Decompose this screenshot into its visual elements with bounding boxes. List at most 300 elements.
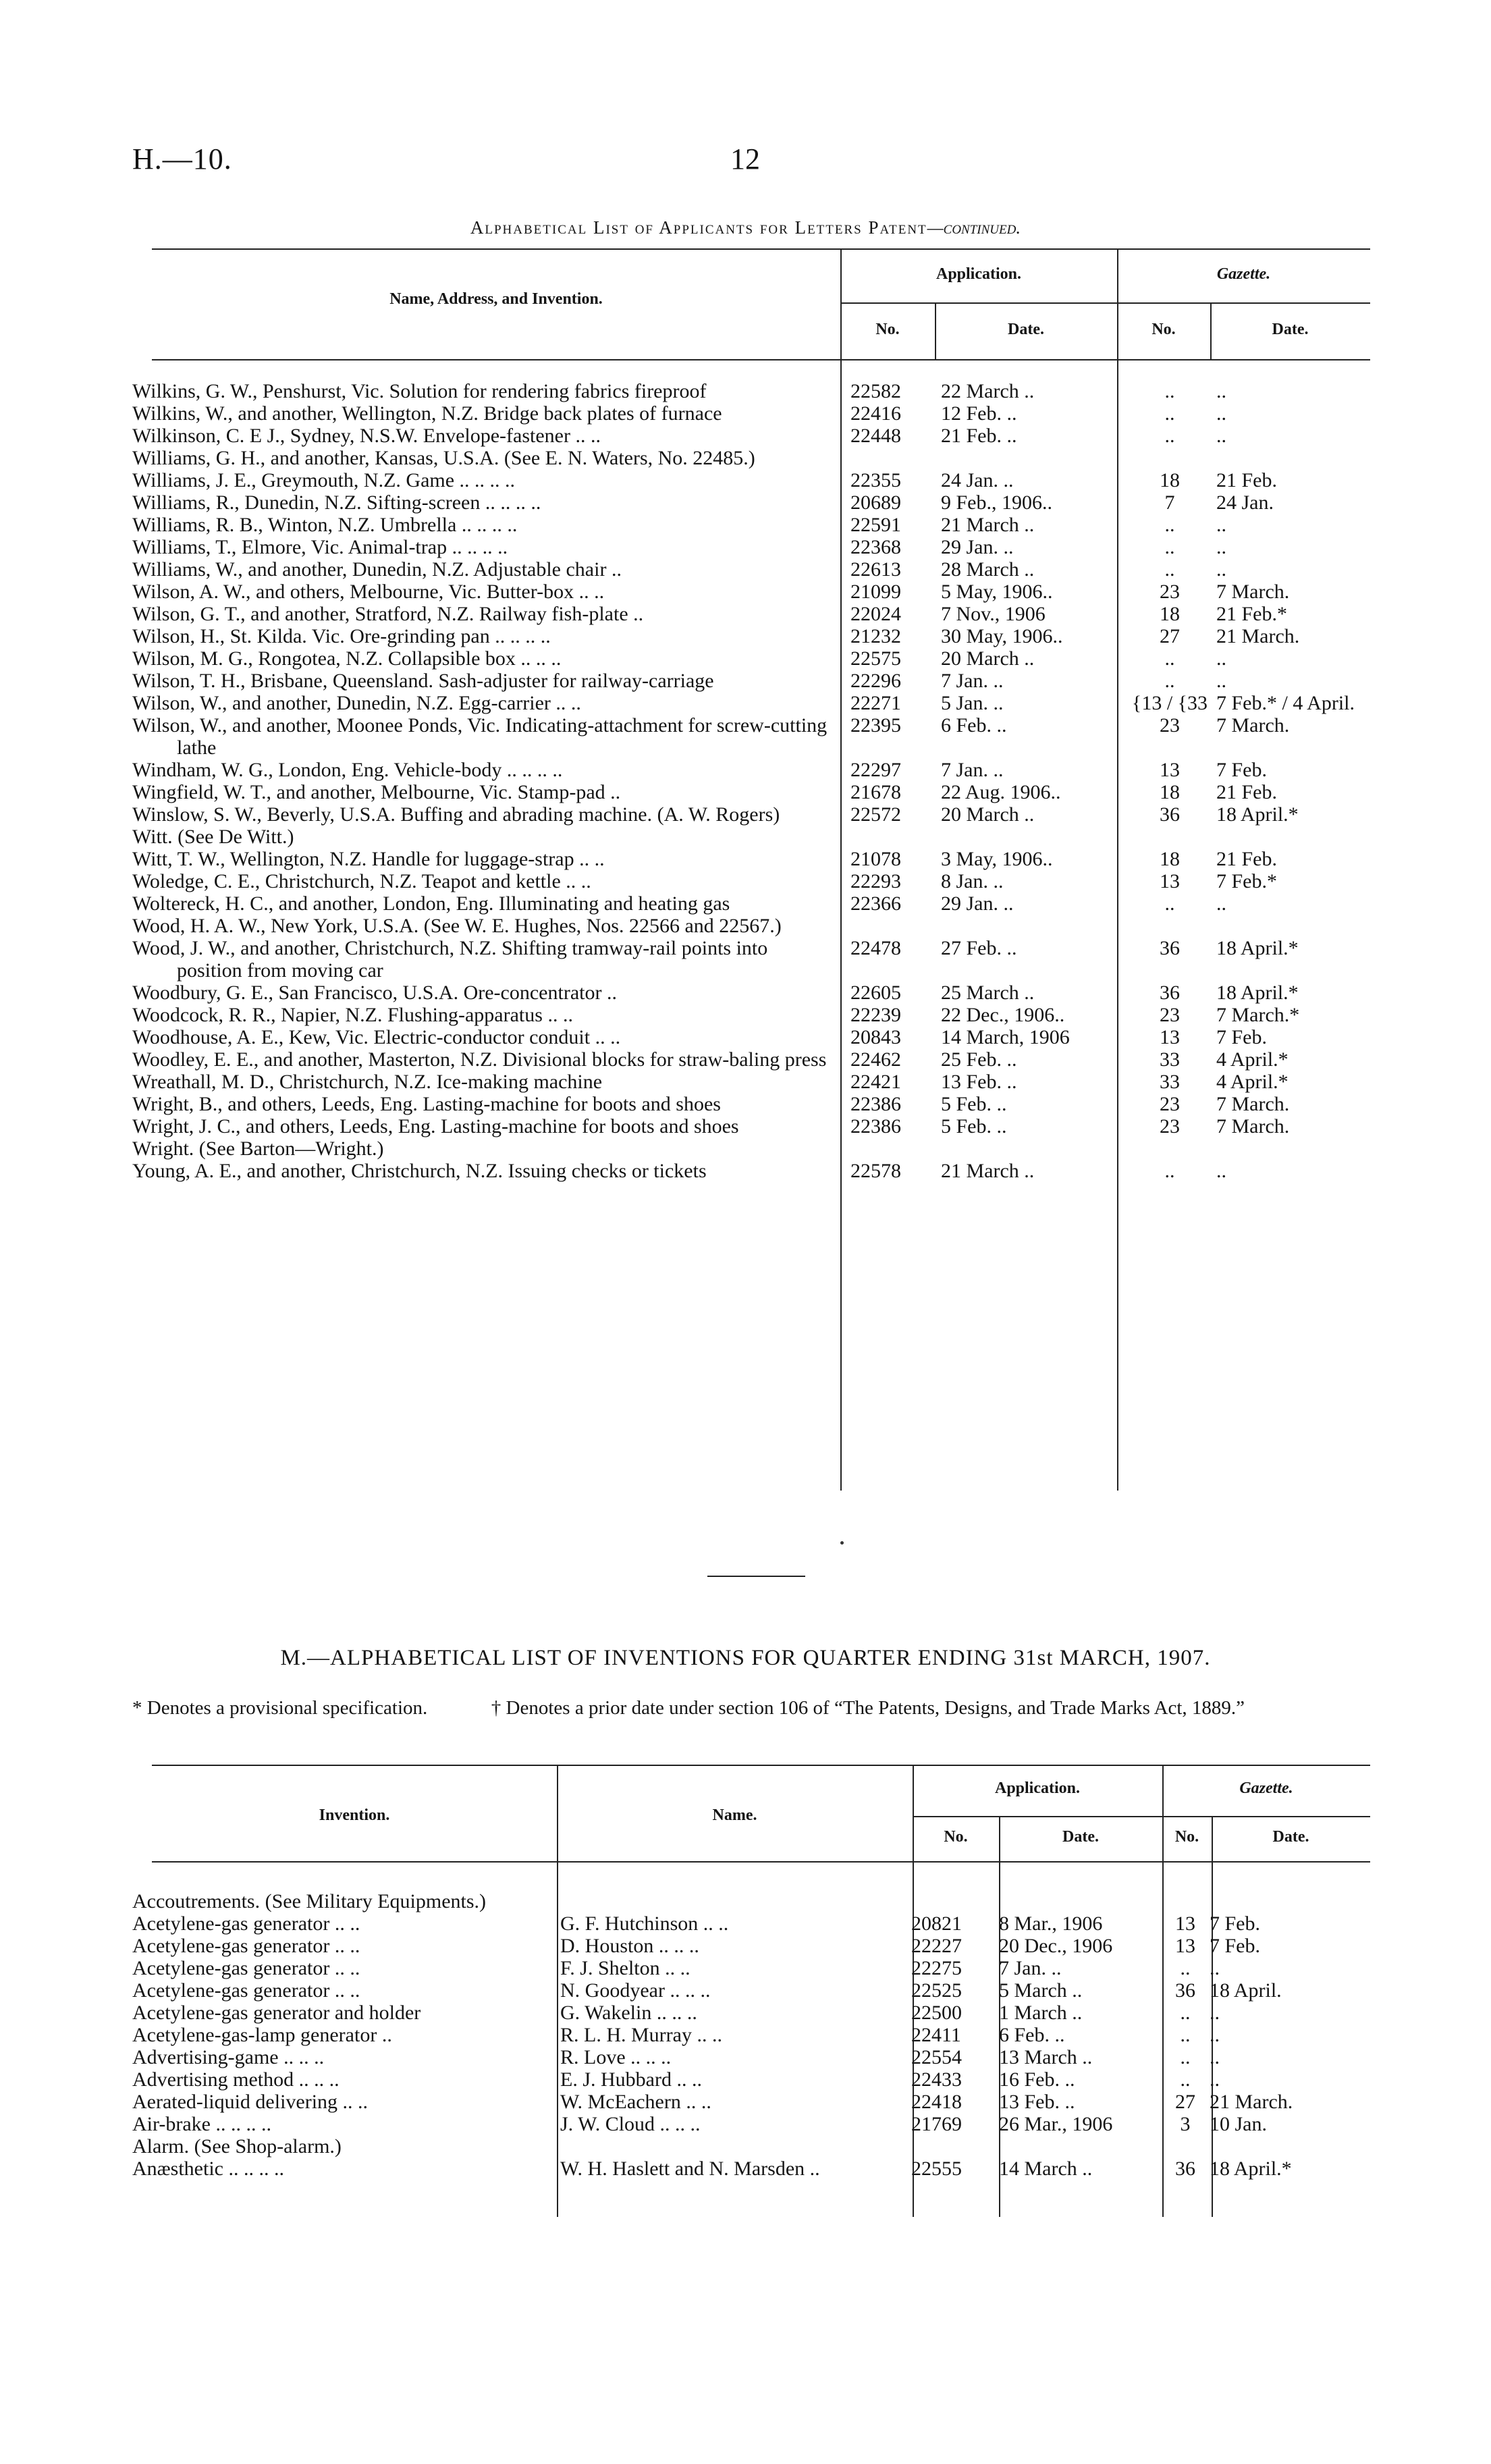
gazette-number: .. <box>1164 425 1175 447</box>
section-m-header-gaz-date: Date. <box>1272 1828 1309 1846</box>
applicant-entry: Wood, H. A. W., New York, U.S.A. (See W. E. Hughes, Nos. 22566 and 22567.) <box>132 915 782 937</box>
section-m-subheader-rule <box>913 1816 1370 1817</box>
table-row <box>132 2091 1370 2113</box>
note-provisional: * Denotes a provisional specification. <box>132 1697 428 1719</box>
gazette-number: {13 / {33 <box>1131 692 1208 714</box>
application-date: 22 March .. <box>941 380 1035 402</box>
invention-entry: Acetylene-gas generator .. .. <box>132 1912 360 1935</box>
gazette-date: .. <box>1210 2002 1220 2024</box>
patentee-name: J. W. Cloud .. .. .. <box>560 2113 701 2135</box>
section-m-header-app-no: No. <box>944 1828 968 1846</box>
table-row <box>132 937 1370 982</box>
application-date: 27 Feb. .. <box>941 937 1017 959</box>
gazette-date <box>1216 1137 1370 1160</box>
application-date: 1 March .. <box>999 2002 1083 2024</box>
application-date: 30 May, 1906.. <box>941 625 1063 647</box>
table-row <box>132 692 1370 714</box>
gazette-number: 23 <box>1160 714 1180 736</box>
patentee-name: R. L. H. Murray .. .. <box>560 2024 722 2046</box>
table-row <box>132 491 1370 514</box>
table-row <box>132 1957 1370 1979</box>
gazette-date: .. <box>1216 402 1226 425</box>
gazette-date: 18 April. <box>1210 1979 1282 2002</box>
table-row <box>132 1979 1370 2002</box>
spacer <box>834 514 850 536</box>
table-row <box>132 803 1370 826</box>
gazette-number: 36 <box>1160 982 1180 1004</box>
application-number: 22421 <box>850 1071 901 1093</box>
stray-mark <box>840 1541 844 1545</box>
application-number: 22271 <box>850 692 901 714</box>
application-date: 25 March .. <box>941 982 1035 1004</box>
application-number: 22462 <box>850 1048 901 1071</box>
applicant-entry: Witt, T. W., Wellington, N.Z. Handle for luggage-strap .. .. <box>132 848 605 870</box>
spacer <box>834 425 850 447</box>
gazette-date <box>1216 447 1370 469</box>
spacer <box>834 402 850 425</box>
spacer <box>544 1979 560 2002</box>
application-date <box>941 1137 1123 1160</box>
spacer <box>834 603 850 625</box>
gazette-number: 33 <box>1160 1071 1180 1093</box>
application-number: 22433 <box>911 2068 962 2091</box>
gazette-date: 4 April.* <box>1216 1048 1289 1071</box>
gazette-number: 33 <box>1160 1048 1180 1071</box>
gazette-number: .. <box>1180 2024 1191 2046</box>
gazette-date: .. <box>1210 2068 1220 2091</box>
gazette-date: .. <box>1216 892 1226 915</box>
gazette-number: 36 <box>1160 803 1180 826</box>
application-number: 22418 <box>911 2091 962 2113</box>
application-number: 22605 <box>850 982 901 1004</box>
gazette-number: 23 <box>1160 1093 1180 1115</box>
section-l-top-rule <box>152 248 1370 250</box>
spacer <box>544 2046 560 2068</box>
applicant-entry: Woodhouse, A. E., Kew, Vic. Electric-conductor conduit .. .. <box>132 1026 621 1048</box>
gazette-number: .. <box>1180 2068 1191 2091</box>
patentee-name: G. Wakelin .. .. .. <box>560 2002 697 2024</box>
application-date: 8 Jan. .. <box>941 870 1004 892</box>
gazette-date: .. <box>1210 1957 1220 1979</box>
application-date <box>941 447 1123 469</box>
gazette-date: .. <box>1216 670 1226 692</box>
spacer <box>834 1071 850 1093</box>
spacer <box>834 714 850 759</box>
application-number: 22366 <box>850 892 901 915</box>
table-row <box>132 2113 1370 2135</box>
table-row <box>132 2068 1370 2091</box>
applicant-entry: Williams, G. H., and another, Kansas, U.S.A. (See E. N. Waters, No. 22485.) <box>132 447 755 469</box>
application-number: 22275 <box>911 1957 962 1979</box>
applicant-entry: Wilson, H., St. Kilda. Vic. Ore-grinding pan .. .. .. .. <box>132 625 551 647</box>
application-date: 29 Jan. .. <box>941 892 1014 915</box>
gazette-date: .. <box>1216 425 1226 447</box>
applicant-entry: Wright, B., and others, Leeds, Eng. Lasting-machine for boots and shoes <box>132 1093 721 1115</box>
spacer <box>834 1137 850 1160</box>
gazette-number <box>1123 1137 1216 1160</box>
applicant-entry: Wilson, M. G., Rongotea, N.Z. Collapsible box .. .. .. <box>132 647 562 670</box>
section-m-header-gazette: Gazette. <box>1239 1779 1293 1797</box>
section-m-notes <box>132 1696 1367 1720</box>
gazette-date: 21 Feb.* <box>1216 603 1287 625</box>
application-number: 20843 <box>850 1026 901 1048</box>
section-m-header-bottom-rule <box>152 1861 1370 1863</box>
application-number <box>911 1890 999 1912</box>
spacer <box>834 826 850 848</box>
spacer <box>834 491 850 514</box>
spacer <box>834 380 850 402</box>
gazette-number: 13 <box>1160 1026 1180 1048</box>
application-date: 20 Dec., 1906 <box>999 1935 1113 1957</box>
section-l-subheader-rule <box>840 302 1370 304</box>
spacer <box>834 870 850 892</box>
spacer <box>544 2024 560 2046</box>
spacer <box>834 892 850 915</box>
applicant-entry: Wilson, G. T., and another, Stratford, N.Z. Railway fish-plate .. <box>132 603 644 625</box>
section-m-table <box>132 1890 1370 2180</box>
gazette-date: 7 March. <box>1216 581 1290 603</box>
invention-entry: Acetylene-gas generator .. .. <box>132 1957 360 1979</box>
applicant-entry: Woodcock, R. R., Napier, N.Z. Flushing-apparatus .. .. <box>132 1004 573 1026</box>
application-number: 22296 <box>850 670 901 692</box>
spacer <box>834 982 850 1004</box>
gazette-date: .. <box>1216 1160 1226 1182</box>
application-date: 7 Jan. .. <box>941 670 1004 692</box>
application-date: 21 March .. <box>941 514 1035 536</box>
application-date: 7 Jan. .. <box>941 759 1004 781</box>
applicant-entry: Windham, W. G., London, Eng. Vehicle-body .. .. .. .. <box>132 759 563 781</box>
spacer <box>834 1093 850 1115</box>
application-date <box>941 826 1123 848</box>
gazette-date: .. <box>1216 514 1226 536</box>
table-row <box>132 2135 1370 2158</box>
gazette-date <box>1210 2135 1370 2158</box>
invention-entry: Advertising-game .. .. .. <box>132 2046 325 2068</box>
section-l-header-app-no: No. <box>875 321 900 338</box>
section-m-top-rule <box>152 1765 1370 1766</box>
patentee-name: R. Love .. .. .. <box>560 2046 672 2068</box>
section-l-title <box>0 217 1491 238</box>
invention-entry: Aerated-liquid delivering .. .. <box>132 2091 369 2113</box>
table-row <box>132 581 1370 603</box>
table-row <box>132 469 1370 491</box>
application-date: 13 March .. <box>999 2046 1093 2068</box>
invention-entry: Acetylene-gas-lamp generator .. <box>132 2024 392 2046</box>
applicant-entry: Wilkins, G. W., Penshurst, Vic. Solution for rendering fabrics fireproof <box>132 380 707 402</box>
spacer <box>834 1004 850 1026</box>
table-row <box>132 1935 1370 1957</box>
patentee-name: N. Goodyear .. .. .. <box>560 1979 711 2002</box>
application-number: 22386 <box>850 1115 901 1137</box>
application-date: 5 Feb. .. <box>941 1093 1007 1115</box>
application-date: 24 Jan. .. <box>941 469 1014 491</box>
table-row <box>132 1048 1370 1071</box>
applicant-entry: Wilkins, W., and another, Wellington, N.Z. Bridge back plates of furnace <box>132 402 722 425</box>
gazette-number: 3 <box>1180 2113 1191 2135</box>
application-date: 5 Feb. .. <box>941 1115 1007 1137</box>
invention-entry: Air-brake .. .. .. .. <box>132 2113 272 2135</box>
application-date: 14 March, 1906 <box>941 1026 1070 1048</box>
spacer <box>834 759 850 781</box>
invention-entry: Anæsthetic .. .. .. .. <box>132 2158 284 2180</box>
table-row <box>132 2158 1370 2180</box>
gazette-number: 36 <box>1175 2158 1195 2180</box>
gazette-number: .. <box>1180 2002 1191 2024</box>
invention-entry: Acetylene-gas generator and holder <box>132 2002 421 2024</box>
spacer <box>834 781 850 803</box>
gazette-number: .. <box>1164 380 1175 402</box>
gazette-number: 18 <box>1160 781 1180 803</box>
section-l-title-main: Alphabetical List of Applicants for Letters Patent <box>470 217 927 238</box>
application-number: 22554 <box>911 2046 962 2068</box>
gazette-date: 7 March. <box>1216 714 1290 736</box>
patentee-name: E. J. Hubbard .. .. <box>560 2068 702 2091</box>
gazette-date: .. <box>1210 2024 1220 2046</box>
application-date: 3 May, 1906.. <box>941 848 1053 870</box>
application-number: 21769 <box>911 2113 962 2135</box>
applicant-entry: Williams, W., and another, Dunedin, N.Z. Adjustable chair .. <box>132 558 622 581</box>
applicant-entry: Williams, J. E., Greymouth, N.Z. Game .. .. .. .. <box>132 469 516 491</box>
gazette-number: .. <box>1164 647 1175 670</box>
application-date: 22 Aug. 1906.. <box>941 781 1061 803</box>
gazette-date: 10 Jan. <box>1210 2113 1267 2135</box>
gazette-number: 13 <box>1175 1912 1195 1935</box>
invention-entry: Acetylene-gas generator .. .. <box>132 1935 360 1957</box>
section-l-header-bottom-rule <box>152 359 1370 360</box>
application-number: 21232 <box>850 625 901 647</box>
gazette-number: 27 <box>1175 2091 1195 2113</box>
note-prior-date: † Denotes a prior date under section 106 of “The Patents, Designs, and Trade Marks Act, 1889.” <box>491 1697 1245 1719</box>
gazette-number: .. <box>1164 402 1175 425</box>
table-row <box>132 1912 1370 1935</box>
table-row <box>132 2024 1370 2046</box>
applicant-entry: Williams, R. B., Winton, N.Z. Umbrella .. .. .. .. <box>132 514 518 536</box>
application-number: 22572 <box>850 803 901 826</box>
section-m-header-app-date: Date. <box>1062 1828 1099 1846</box>
section-divider <box>707 1576 805 1577</box>
applicant-entry: Wright. (See Barton—Wright.) <box>132 1137 384 1160</box>
gazette-number: .. <box>1164 1160 1175 1182</box>
gazette-number: 18 <box>1160 848 1180 870</box>
spacer <box>544 2113 560 2135</box>
section-m-header-name: Name. <box>712 1806 757 1824</box>
applicant-entry: Wreathall, M. D., Christchurch, N.Z. Ice-making machine <box>132 1071 603 1093</box>
spacer <box>544 1890 560 1912</box>
invention-entry: Advertising method .. .. .. <box>132 2068 340 2091</box>
application-date: 6 Feb. .. <box>999 2024 1065 2046</box>
application-date: 6 Feb. .. <box>941 714 1007 736</box>
applicant-entry: Winslow, S. W., Beverly, U.S.A. Buffing and abrading machine. (A. W. Rogers) <box>132 803 780 826</box>
section-l-header-name: Name, Address, and Invention. <box>389 290 603 308</box>
gazette-number: 13 <box>1160 759 1180 781</box>
table-row <box>132 425 1370 447</box>
gazette-date: .. <box>1216 558 1226 581</box>
application-date: 16 Feb. .. <box>999 2068 1075 2091</box>
patentee-name: W. H. Haslett and N. Marsden .. <box>560 2158 820 2180</box>
gazette-number: 13 <box>1175 1935 1195 1957</box>
spacer <box>834 469 850 491</box>
spacer <box>544 1935 560 1957</box>
gazette-date: 18 April.* <box>1216 803 1299 826</box>
gazette-number: 18 <box>1160 469 1180 491</box>
spacer <box>544 1912 560 1935</box>
application-number: 22411 <box>911 2024 961 2046</box>
applicant-entry: Woltereck, H. C., and another, London, Eng. Illuminating and heating gas <box>132 892 730 915</box>
table-row <box>132 1160 1370 1182</box>
application-number: 22525 <box>911 1979 962 2002</box>
applicant-entry: Woledge, C. E., Christchurch, N.Z. Teapot and kettle .. .. <box>132 870 591 892</box>
table-row <box>132 870 1370 892</box>
gazette-date: 18 April.* <box>1216 937 1299 959</box>
gazette-number <box>1123 447 1216 469</box>
table-row <box>132 2046 1370 2068</box>
application-number: 20821 <box>911 1912 962 1935</box>
gazette-number <box>1123 826 1216 848</box>
gazette-date: .. <box>1216 536 1226 558</box>
application-date <box>941 915 1123 937</box>
gazette-number: 23 <box>1160 581 1180 603</box>
gazette-date: .. <box>1210 2046 1220 2068</box>
application-date: 28 March .. <box>941 558 1035 581</box>
gazette-date <box>1210 1890 1370 1912</box>
table-row <box>132 625 1370 647</box>
table-row <box>132 982 1370 1004</box>
application-date: 20 March .. <box>941 647 1035 670</box>
application-number: 22555 <box>911 2158 962 2180</box>
table-row <box>132 848 1370 870</box>
gazette-date: 7 Feb. <box>1210 1935 1260 1957</box>
application-number <box>850 915 941 937</box>
table-row <box>132 1026 1370 1048</box>
spacer <box>834 937 850 982</box>
section-m-header-gaz-no: No. <box>1174 1828 1199 1846</box>
table-row <box>132 2002 1370 2024</box>
patentee-name: D. Houston .. .. .. <box>560 1935 699 1957</box>
gazette-number: 23 <box>1160 1115 1180 1137</box>
table-row <box>132 915 1370 937</box>
application-date: 25 Feb. .. <box>941 1048 1017 1071</box>
spacer <box>834 647 850 670</box>
table-row <box>132 714 1370 759</box>
gazette-number: 23 <box>1160 1004 1180 1026</box>
section-l-table <box>132 380 1370 1182</box>
patentee-name <box>560 1890 911 1912</box>
section-l-title-suffix: —continued. <box>927 217 1021 238</box>
gazette-date: 21 Feb. <box>1216 469 1277 491</box>
application-number: 22239 <box>850 1004 901 1026</box>
gazette-date: 7 March.* <box>1216 1004 1300 1026</box>
gazette-number: .. <box>1180 2046 1191 2068</box>
application-number: 21678 <box>850 781 901 803</box>
application-number: 22578 <box>850 1160 901 1182</box>
application-date: 7 Jan. .. <box>999 1957 1062 1979</box>
gazette-date: 21 Feb. <box>1216 781 1277 803</box>
application-number: 22416 <box>850 402 901 425</box>
applicant-entry: Wingfield, W. T., and another, Melbourne, Vic. Stamp-pad .. <box>132 781 621 803</box>
gazette-date: 18 April.* <box>1210 2158 1292 2180</box>
table-row <box>132 514 1370 536</box>
section-l-header-app-date: Date. <box>1008 321 1044 338</box>
application-number: 22293 <box>850 870 901 892</box>
spacer <box>834 1048 850 1071</box>
table-row <box>132 1071 1370 1093</box>
gazette-number: 13 <box>1160 870 1180 892</box>
spacer <box>544 2091 560 2113</box>
gazette-number <box>1123 915 1216 937</box>
application-number: 22591 <box>850 514 901 536</box>
application-date: 26 Mar., 1906 <box>999 2113 1113 2135</box>
invention-entry: Acetylene-gas generator .. .. <box>132 1979 360 2002</box>
spacer <box>544 2068 560 2091</box>
application-date <box>999 1890 1161 1912</box>
gazette-number: 18 <box>1160 603 1180 625</box>
applicant-entry: Young, A. E., and another, Christchurch, N.Z. Issuing checks or tickets <box>132 1160 707 1182</box>
spacer <box>834 581 850 603</box>
spacer <box>834 1115 850 1137</box>
section-l-header-application: Application. <box>936 265 1022 283</box>
table-row <box>132 1890 1370 1912</box>
spacer <box>544 2002 560 2024</box>
spacer <box>834 803 850 826</box>
application-date: 8 Mar., 1906 <box>999 1912 1103 1935</box>
invention-entry: Accoutrements. (See Military Equipments.) <box>132 1890 487 1912</box>
application-date: 14 March .. <box>999 2158 1093 2180</box>
applicant-entry: Wood, J. W., and another, Christchurch, N.Z. Shifting tramway-rail points into position from moving car <box>132 937 768 982</box>
spacer <box>834 447 850 469</box>
gazette-number: 36 <box>1175 1979 1195 2002</box>
table-row <box>132 1004 1370 1026</box>
application-date: 5 Jan. .. <box>941 692 1004 714</box>
gazette-date: 21 March. <box>1210 2091 1293 2113</box>
table-row <box>132 1115 1370 1137</box>
table-row <box>132 759 1370 781</box>
application-date: 5 May, 1906.. <box>941 581 1053 603</box>
applicant-entry: Williams, R., Dunedin, N.Z. Sifting-screen .. .. .. .. <box>132 491 541 514</box>
spacer <box>834 915 850 937</box>
gazette-number: .. <box>1180 1957 1191 1979</box>
application-number: 22355 <box>850 469 901 491</box>
gazette-date: 21 March. <box>1216 625 1300 647</box>
application-date <box>999 2135 1161 2158</box>
application-number: 22575 <box>850 647 901 670</box>
table-row <box>132 603 1370 625</box>
gazette-date: 24 Jan. <box>1216 491 1274 514</box>
spacer <box>544 2158 560 2180</box>
spacer <box>834 625 850 647</box>
application-number: 22395 <box>850 714 901 736</box>
gazette-date: 7 Feb. <box>1210 1912 1260 1935</box>
gazette-number: 27 <box>1160 625 1180 647</box>
application-number: 22024 <box>850 603 901 625</box>
gazette-date: 7 March. <box>1216 1115 1290 1137</box>
table-row <box>132 558 1370 581</box>
gazette-date: 7 Feb.* / 4 April. <box>1216 692 1355 714</box>
application-date: 9 Feb., 1906.. <box>941 491 1052 514</box>
applicant-entry: Wilson, A. W., and others, Melbourne, Vic. Butter-box .. .. <box>132 581 605 603</box>
table-row <box>132 826 1370 848</box>
application-date: 13 Feb. .. <box>999 2091 1075 2113</box>
applicant-entry: Woodley, E. E., and another, Masterton, N.Z. Divisional blocks for straw-baling press <box>132 1048 827 1071</box>
applicant-entry: Wilson, W., and another, Dunedin, N.Z. Egg-carrier .. .. <box>132 692 581 714</box>
application-number: 22297 <box>850 759 901 781</box>
section-m-header-application: Application. <box>994 1779 1081 1797</box>
applicant-entry: Wright, J. C., and others, Leeds, Eng. Lasting-machine for boots and shoes <box>132 1115 739 1137</box>
application-number: 21099 <box>850 581 901 603</box>
application-date: 21 Feb. .. <box>941 425 1017 447</box>
applicant-entry: Woodbury, G. E., San Francisco, U.S.A. Ore-concentrator .. <box>132 982 617 1004</box>
gazette-number: 7 <box>1164 491 1175 514</box>
section-l-header-gazette: Gazette. <box>1216 265 1271 283</box>
